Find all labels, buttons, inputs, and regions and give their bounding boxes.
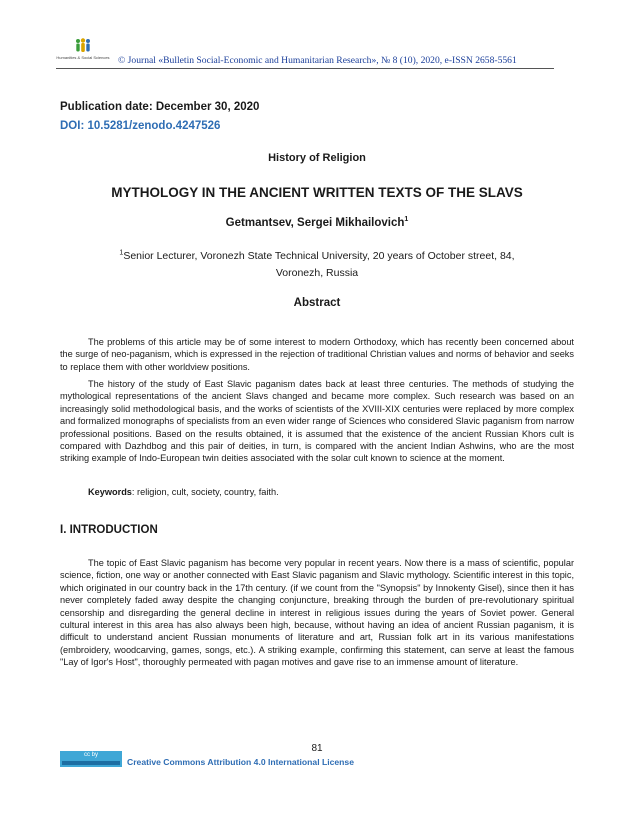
keywords-list: : religion, cult, society, country, faith. bbox=[131, 487, 279, 497]
header-divider bbox=[56, 68, 554, 69]
page-number: 81 bbox=[311, 743, 323, 754]
affiliation bbox=[110, 248, 524, 282]
section-heading: History of Religion bbox=[268, 152, 366, 164]
abstract-paragraph-1: The problems of this article may be of some interest to modern Orthodoxy, which has recently been concerned about the surge of neo-paganism, which is expressed in the rejection of traditional Christian values and norms of behavior and seeks to replace them with other worldview positions. bbox=[60, 337, 574, 372]
keywords-label: Keywords bbox=[88, 487, 132, 497]
people-logo-icon bbox=[73, 38, 93, 54]
affiliation-text: Senior Lecturer, Voronezh State Technical University, 20 years of October street, 84, Voronezh, Russia bbox=[123, 250, 515, 279]
author-name: Getmantsev, Sergei Mikhailovich bbox=[225, 217, 405, 229]
journal-header[interactable]: © Journal «Bulletin Social-Economic and Humanitarian Research», № 8 (10), 2020, e-ISSN 2658-5561 bbox=[118, 55, 517, 66]
license-link[interactable]: Creative Commons Attribution 4.0 International License bbox=[127, 757, 354, 767]
author-line bbox=[0, 217, 634, 229]
cc-badge-text: cc by bbox=[84, 752, 99, 758]
doi-link[interactable]: DOI: 10.5281/zenodo.4247526 bbox=[60, 120, 221, 132]
article-title: MYTHOLOGY IN THE ANCIENT WRITTEN TEXTS OF THE SLAVS bbox=[111, 185, 523, 200]
keywords-line bbox=[88, 487, 279, 497]
publication-date: Publication date: December 30, 2020 bbox=[60, 101, 260, 113]
cc-license-badge[interactable] bbox=[60, 751, 122, 767]
abstract-paragraph-2: The history of the study of East Slavic paganism dates back at least three centuries. The methods of studying the mythological representations of the ancient Slavs changed and became more complex. Such research was based on an increasingly solid methodological basis, and the works of scientists of the XVIII-XIX centuries were replaced by more complex and formalized monographs of specialists from an even wider range of Sciences who considered Slavic paganism from narrow professional positions. Based on the results obtained, it is assumed that the existence of the ancient Russian Khors cult is compared with Dazhdbog and this pair of deities, in turn, is compared with the ancient Indian Ashwins, who are the most striking example of Indo-European twin deities associated with the solar cult known to science at the moment. bbox=[60, 379, 574, 464]
journal-logo bbox=[52, 38, 114, 60]
affiliation-footnote-mark: 1 bbox=[119, 249, 124, 257]
logo-caption: Humanities & Social Sciences bbox=[56, 55, 110, 60]
introduction-heading: I. INTRODUCTION bbox=[60, 524, 158, 536]
introduction-paragraph-1: The topic of East Slavic paganism has become very popular in recent years. Now there is a mass of scientific, popular science, fiction, one way or another connected with East Slavic paganism and Slavic mythology. Scientific interest in this topic, which originated in our country back in the 17th century. (if we count from the "Synopsis" by Innokenty Gisel), since then it has never completely faded away despite the changing conjuncture, breaking through the burden of pre-revolutionary spiritual censorship and disregarding the general decline in interest in religious issues during the years of Soviet power. General cultural interest in this area has also always been high, because, without having an idea of ancient Russian paganism, it is difficult to understand ancient Russian monuments of literature and art, Russian folk art in its various manifestations (embroidery, woodcarving, games, songs, etc.). A striking example, confirming this statement, can serve at least the famous "Lay of Igor's Host", thoroughly permeated with pagan motives and gave rise to an immense amount of literature. bbox=[60, 558, 574, 668]
author-footnote-mark: 1 bbox=[404, 216, 409, 224]
abstract-heading: Abstract bbox=[293, 297, 341, 309]
cc-badge-bar bbox=[62, 761, 120, 765]
